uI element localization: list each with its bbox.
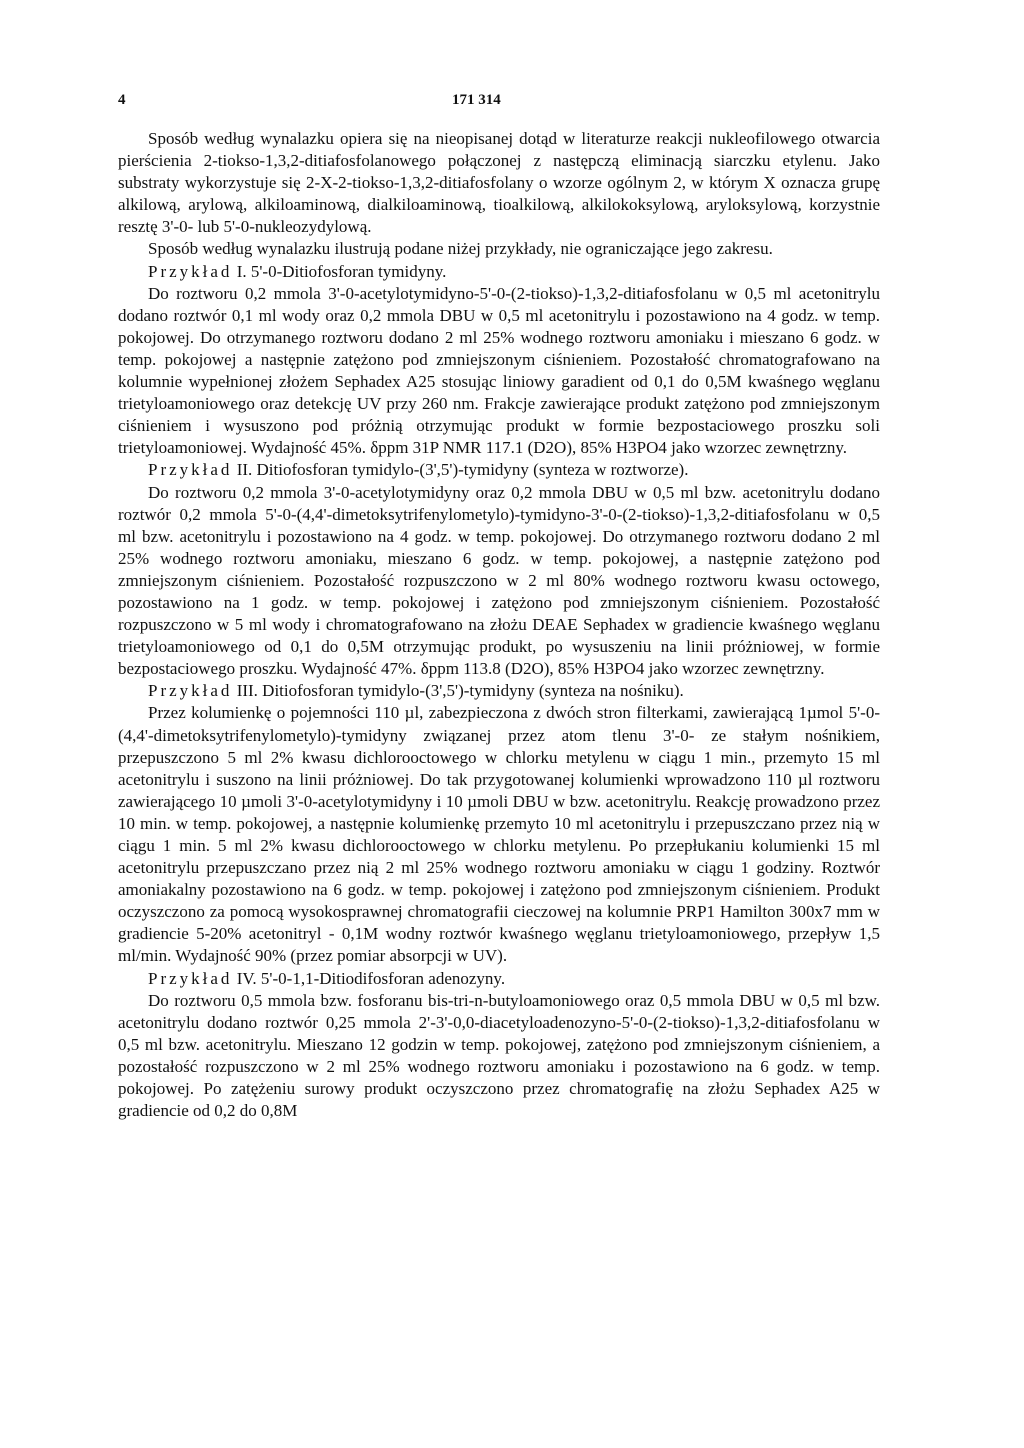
paragraph: Do roztworu 0,2 mmola 3'-0-acetylotymidyno-5'-0-(2-tiokso)-1,3,2-ditiafosfolanu w 0,5 ml acetonitrylu dodano roztwór 0,1 ml wody oraz 0,2 mmola DBU w 0,5 ml acetonitrylu i pozostawiono na 4 godz. w temp. pokojowej. Do otrzymanego roztworu dodano 2 ml 25% wodnego roztworu amoniaku i mieszano 6 godz. w temp. pokojowej a następnie zatężono pod zmniejszonym ciśnieniem. Pozostałość chromatografowano na kolumnie wypełnionej złożem Sephadex A25 stosując liniowy garadient od 0,1 do 0,5M kwaśnego węglanu trietyloamoniowego oraz detekcję UV przy 260 nm. Frakcje zawierające produkt zatężono pod zmniejszonym ciśnieniem i wysuszono pod próżnią otrzymując produkt w formie bezpostaciowego proszku soli trietyloamoniowej. Wydajność 45%. δppm 31P NMR 117.1 (D2O), 85% H3PO4 jako wzorzec zewnętrzny.	[118, 283, 880, 458]
example-heading: Przykład IV. 5'-0-1,1-Ditiodifosforan adenozyny.	[148, 968, 506, 988]
paragraph: Do roztworu 0,5 mmola bzw. fosforanu bis-tri-n-butyloamoniowego oraz 0,5 mmola DBU w 0,5 ml bzw. acetonitrylu dodano roztwór 0,25 mmola 2'-3'-0,0-diacetyloadenozyno-5'-0-(2-tiokso)-1,3,2-ditiafosfolanu w 0,5 ml bzw. acetonitrylu. Mieszano 12 godzin w temp. pokojowej, zatężono pod zmniejszonym ciśnieniem, a pozostałość rozpuszczono w 2 ml 25% wodnego roztworu amoniaku i pozostawiono na 6 godz. w temp. pokojowej. Po zatężeniu surowy produkt oczyszczono przez chromatografię na złożu Sephadex A25 w gradiencie od 0,2 do 0,8M	[118, 990, 880, 1121]
patent-number: 171 314	[452, 92, 501, 108]
example-heading: Przykład III. Ditiofosforan tymidylo-(3',5')-tymidyny (synteza na nośniku).	[148, 681, 684, 701]
paragraph: Do roztworu 0,2 mmola 3'-0-acetylotymidyny oraz 0,2 mmola DBU w 0,5 ml bzw. acetonitrylu dodano roztwór 0,2 mmola 5'-0-(4,4'-dimetoksytrifenylometylo)-tymidyno-3'-0-(2-tiokso)-1,3,2-ditiafosfolanu w 0,5 ml bzw. acetonitrylu i pozostawiono na 4 godz. w temp. pokojowej. Do otrzymanego roztworu dodano 2 ml 25% wodnego roztworu amoniaku, mieszano 6 godz. w temp. pokojowej, a następnie zatężono pod zmniejszonym ciśnieniem. Pozostałość rozpuszczono w 2 ml 80% wodnego roztworu kwasu octowego, pozostawiono na 1 godz. w temp. pokojowej i zatężono pod zmniejszonym ciśnieniem. Pozostałość rozpuszczono w 5 ml wody i chromatografowano na złożu DEAE Sephadex w gradiencie kwaśnego węglanu trietyloamoniowego od 0,1 do 0,5M otrzymując produkt, po wysuszeniu na linii próżniowej, w formie bezpostaciowego proszku. Wydajność 47%. δppm 113.8 (D2O), 85% H3PO4 jako wzorzec zewnętrzny.	[118, 482, 880, 679]
paragraph: Sposób według wynalazku opiera się na nieopisanej dotąd w literaturze reakcji nukleofilowego otwarcia pierścienia 2-tiokso-1,3,2-ditiafosfolanowego połączonej z następczą eliminacją siarczku etylenu. Jako substraty wykorzystuje się 2-X-2-tiokso-1,3,2-ditiafosfolany o wzorze ogólnym 2, w którym X oznacza grupę alkilową, arylową, alkiloaminową, dialkiloaminową, tioalkilową, alkilokoksylową, aryloksylową, korzystnie resztę 3'-0- lub 5'-0-nukleozydylową.	[118, 129, 880, 237]
body-text	[118, 128, 880, 1122]
example-label: Przykład	[148, 261, 233, 281]
paragraph: Przez kolumienkę o pojemności 110 µl, zabezpieczona z dwóch stron filterkami, zawierającą 1µmol 5'-0-(4,4'-dimetoksytrifenylometylo)-tymidyny związanej przez atom tlenu 3'-0- ze stałym nośnikiem, przepuszczono 5 ml 2% kwasu dichlorooctowego w chlorku metylenu w ciągu 1 min., przemyto 15 ml acetonitrylu i suszono na linii próżniowej. Do tak przygotowanej kolumienki wprowadzono 110 µl roztworu zawierającego 10 µmoli 3'-0-acetylotymidyny i 10 µmoli DBU w bzw. acetonitrylu. Reakcję prowadzono przez 10 min. w temp. pokojowej, a następnie kolumienkę przemyto 10 ml acetonitrylu i przepuszczano przez nią w ciągu 1 min. 5 ml 2% kwasu dichlorooctowego w chlorku metylenu. Po przepłukaniu kolumienki 15 ml acetonitrylu przepuszczano przez nią 2 ml 25% wodnego roztworu amoniaku w ciągu 1 godziny. Roztwór amoniakalny pozostawiono na 6 godz. w temp. pokojowej i zatężono pod zmniejszonym ciśnieniem. Produkt oczyszczono za pomocą wysokosprawnej chromatografii cieczowej na kolumnie PRP1 Hamilton 300x7 mm w gradiencie 5-20% acetonitryl - 0,1M wodny roztwór kwaśnego węglanu trietyloamoniowego, przepływ 1,5 ml/min. Wydajność 90% (przez pomiar absorpcji w UV).	[118, 703, 880, 966]
example-heading: Przykład I. 5'-0-Ditiofosforan tymidyny.	[148, 261, 447, 281]
example-heading: Przykład II. Ditiofosforan tymidylo-(3',5')-tymidyny (synteza w roztworze).	[148, 460, 689, 480]
example-label: Przykład	[148, 460, 233, 480]
example-label: Przykład	[148, 681, 233, 701]
example-label: Przykład	[148, 968, 233, 988]
page-number: 4	[118, 92, 126, 108]
page-header	[118, 92, 880, 116]
paragraph: Sposób według wynalazku ilustrują podane niżej przykłady, nie ograniczające jego zakresu.	[148, 239, 773, 259]
